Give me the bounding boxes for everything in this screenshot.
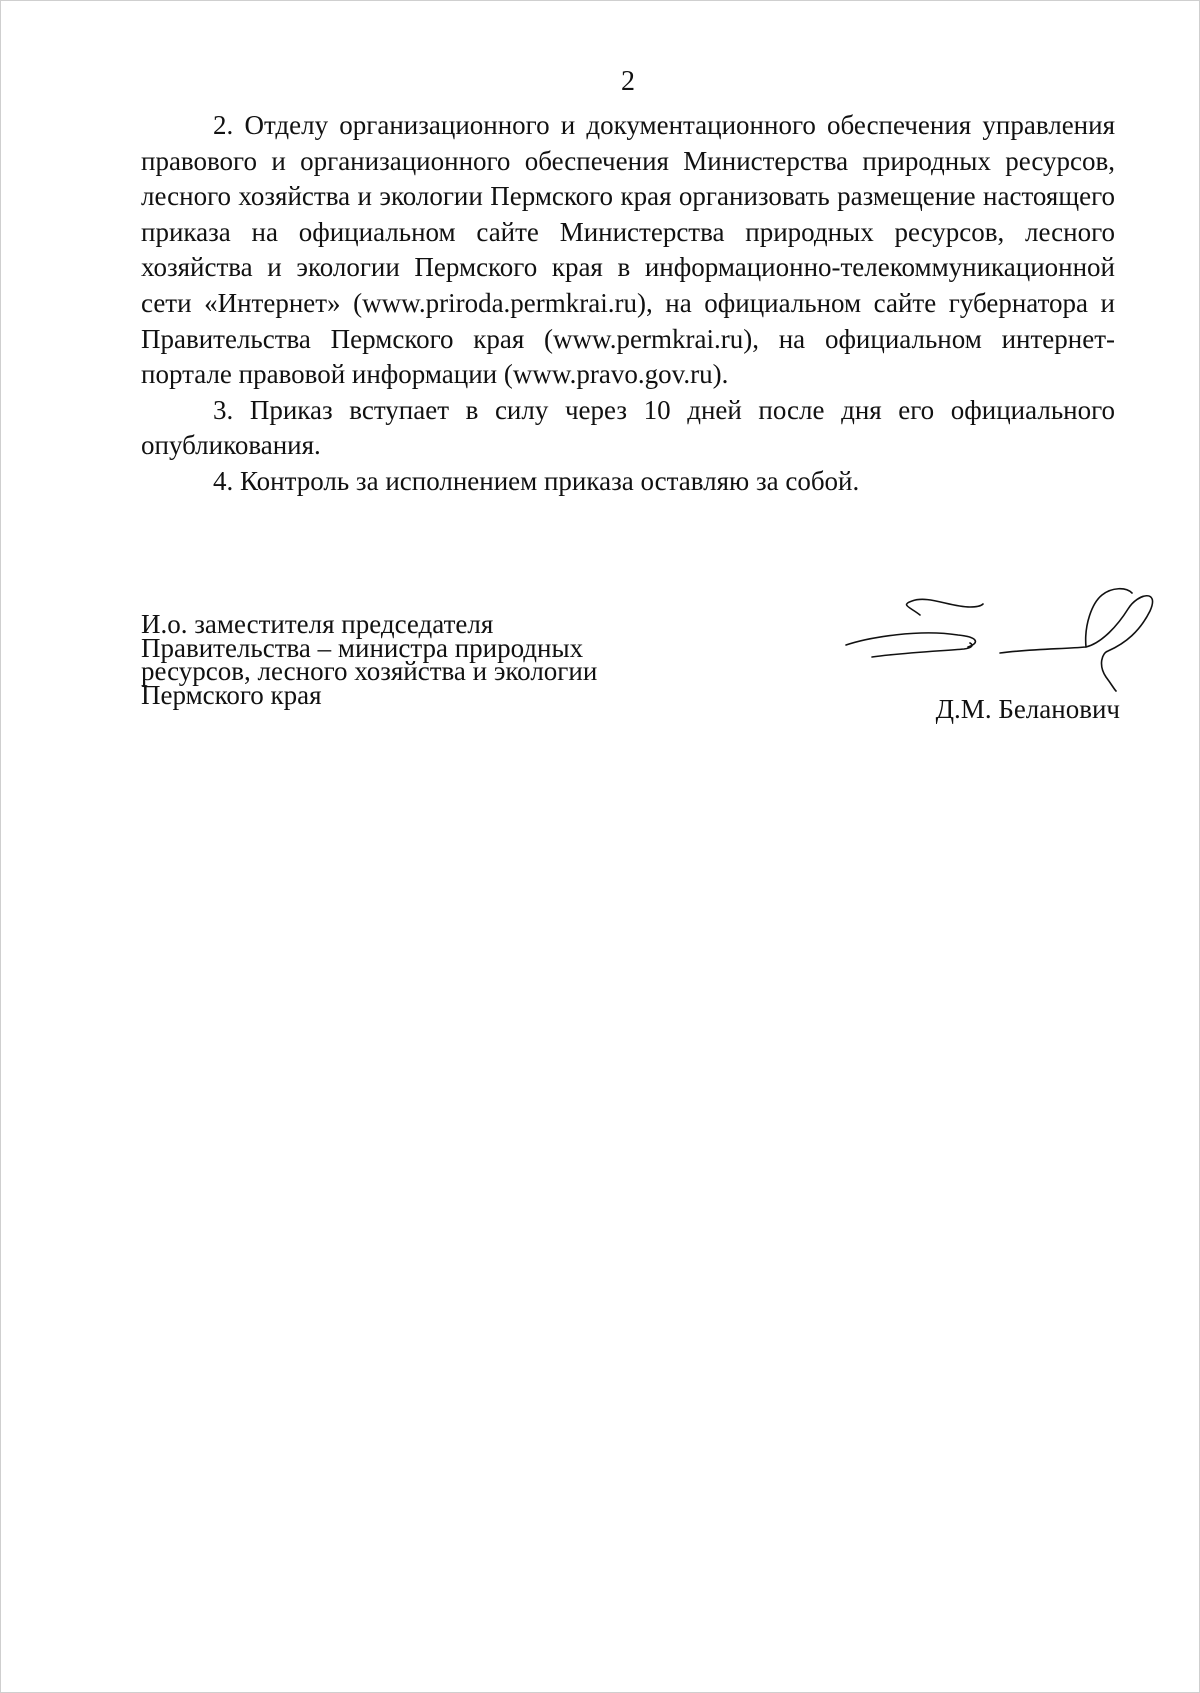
paragraph-3: 3. Приказ вступает в силу через 10 дней после дня его официального опубликования. (141, 394, 1115, 461)
signer-title-line: Пермского края (141, 679, 322, 710)
signer-title-line: ресурсов, лесного хозяйства и экологии (141, 656, 598, 686)
paragraph-4: 4. Контроль за исполнением приказа оставляю за собой. (213, 465, 860, 496)
document-body (141, 108, 1115, 500)
handwritten-signature (840, 585, 1160, 695)
signer-title-line: И.о. заместителя председателя (141, 609, 494, 639)
signer-title-line: Правительства – министра природных (141, 632, 584, 663)
signer-name: Д.М. Беланович (935, 694, 1120, 724)
page-number: 2 (621, 66, 635, 97)
signer-title (141, 609, 701, 710)
paragraph-2: 2. Отделу организационного и документационного обеспечения управления правового и организационного обеспечения Министерства природных ресурсов, лесного хозяйства и экологии Пермского края организовать размещение настоящего приказа на официальном сайте Министерства природных ресурсов, лесного хозяйства и экологии Пермского края в информационно-телекоммуникационной сети «Интернет» (www.priroda.permkrai.ru), на официальном сайте губернатора и Правительства Пермского края (www.permkrai.ru), на официальном интернет-портале правовой информации (www.pravo.gov.ru). (141, 110, 1115, 390)
